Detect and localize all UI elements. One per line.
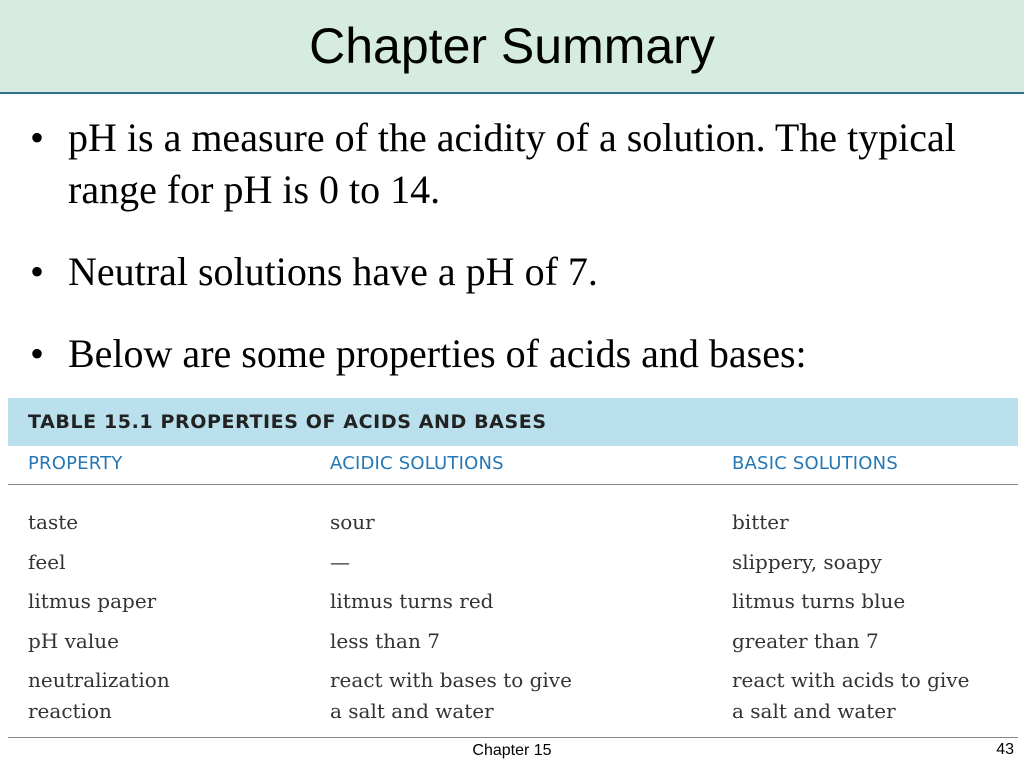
bullet-text: Below are some properties of acids and bases:: [68, 331, 807, 376]
header-property: PROPERTY: [28, 453, 123, 474]
bullet-dot: •: [30, 249, 45, 294]
header-acidic: ACIDIC SOLUTIONS: [330, 453, 504, 474]
cell-acidic: —: [330, 550, 350, 574]
slide-title: Chapter Summary: [309, 18, 715, 74]
bullet-list: [30, 112, 990, 410]
table-body: [8, 485, 1018, 738]
cell-property: feel: [28, 550, 66, 574]
cell-property: reaction: [28, 699, 112, 723]
bullet-item: [30, 328, 990, 380]
cell-basic: greater than 7: [732, 629, 879, 653]
cell-basic: react with acids to give: [732, 668, 970, 692]
properties-table: [8, 398, 1018, 738]
bullet-item: [30, 246, 990, 298]
cell-property: pH value: [28, 629, 119, 653]
cell-acidic: sour: [330, 510, 375, 534]
cell-acidic: react with bases to give: [330, 668, 572, 692]
bullet-item: [30, 112, 990, 216]
table-caption: TABLE 15.1 PROPERTIES OF ACIDS AND BASES: [8, 398, 1018, 446]
cell-property: neutralization: [28, 668, 170, 692]
cell-property: taste: [28, 510, 79, 534]
bullet-dot: •: [30, 331, 45, 376]
page-number: 43: [996, 741, 1014, 758]
table-header-row: [8, 446, 1018, 485]
bullet-dot: •: [30, 115, 45, 160]
cell-acidic: less than 7: [330, 629, 440, 653]
cell-property: litmus paper: [28, 589, 157, 613]
cell-acidic: a salt and water: [330, 699, 494, 723]
cell-basic: slippery, soapy: [732, 550, 882, 574]
header-basic: BASIC SOLUTIONS: [732, 453, 898, 474]
cell-basic: litmus turns blue: [732, 589, 906, 613]
cell-basic: a salt and water: [732, 699, 896, 723]
footer-chapter: Chapter 15: [472, 742, 552, 759]
cell-basic: bitter: [732, 510, 789, 534]
bullet-text: pH is a measure of the acidity of a solution. The typical range for pH is 0 to 14.: [68, 115, 956, 212]
bullet-text: Neutral solutions have a pH of 7.: [68, 249, 598, 294]
cell-acidic: litmus turns red: [330, 589, 494, 613]
title-bar: [0, 0, 1024, 94]
